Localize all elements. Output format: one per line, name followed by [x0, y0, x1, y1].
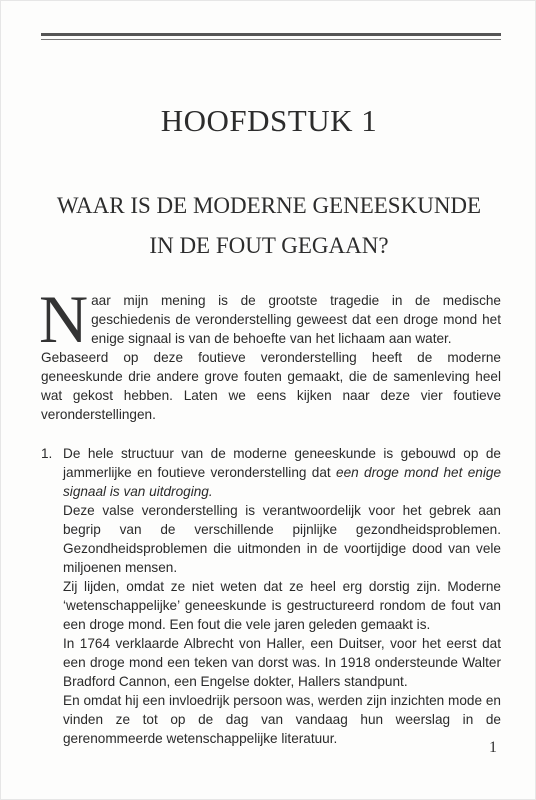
header-rule-thin	[41, 39, 501, 40]
list-item-paragraph-1	[63, 444, 501, 501]
numbered-list	[41, 444, 501, 748]
list-item-text: De hele structuur van de moderne geneeskunde is gebouwd op de jammerlijke en foutieve veronderstelling dat	[63, 446, 501, 480]
drop-cap: N	[39, 281, 89, 357]
page-number: 1	[489, 739, 497, 756]
body-text	[39, 281, 501, 748]
list-item-paragraph-3: Zij lijden, omdat ze niet weten dat ze heel erg dorstig zijn. Moderne ‘wetenschappelijke’ geneeskunde is gestructureerd rondom de fout van een droge mond. Een fout die vele jaren geleden gemaakt is.	[63, 579, 501, 632]
list-item-paragraph-5: En omdat hij een invloedrijk persoon was, werden zijn inzichten mode en vinden ze tot op de dag van vandaag hun weerslag in de gerenommeerde wetenschappelijke literatuur.	[63, 693, 501, 746]
list-item-italic-text: een droge mond het enige signaal is van uitdroging.	[63, 465, 501, 499]
intro-text: aar mijn mening is de grootste tragedie in de medische geschiedenis de veronderstelling geweest dat een droge mond het enige signaal is van de behoefte van het lichaam aan water.	[91, 293, 501, 346]
list-item-paragraph-4: In 1764 verklaarde Albrecht von Haller, een Duitser, voor het eerst dat een droge mond een teken van dorst was. In 1918 ondersteunde Walter Bradford Cannon, een Engelse dokter, Hallers standpunt.	[63, 636, 501, 689]
chapter-title-line-1: WAAR IS DE MODERNE GENEESKUNDE	[56, 193, 482, 218]
list-item-paragraph-2: Deze valse veronderstelling is verantwoordelijk voor het gebrek aan begrip van de verschillende pijnlijke gezondheidsproblemen. Gezondheidsproblemen die uitmonden in de voortijdige dood van vele miljoenen mensen.	[63, 503, 501, 575]
intro-paragraph-2: Gebaseerd op deze foutieve veronderstelling heeft de moderne geneeskunde drie andere grove fouten gemaakt, die de samenleving heel wat gekost hebben. Laten we eens kijken naar deze vier foutieve veronderstellingen.	[41, 350, 501, 422]
list-item-number: 1.	[41, 446, 53, 461]
chapter-heading: HOOFDSTUK 1	[160, 103, 378, 138]
chapter-title	[1, 186, 536, 266]
list-item	[41, 444, 501, 748]
chapter-title-line-2: IN DE FOUT GEGAAN?	[149, 233, 389, 258]
intro-paragraph	[39, 281, 501, 357]
header-rule-thick	[41, 33, 501, 36]
